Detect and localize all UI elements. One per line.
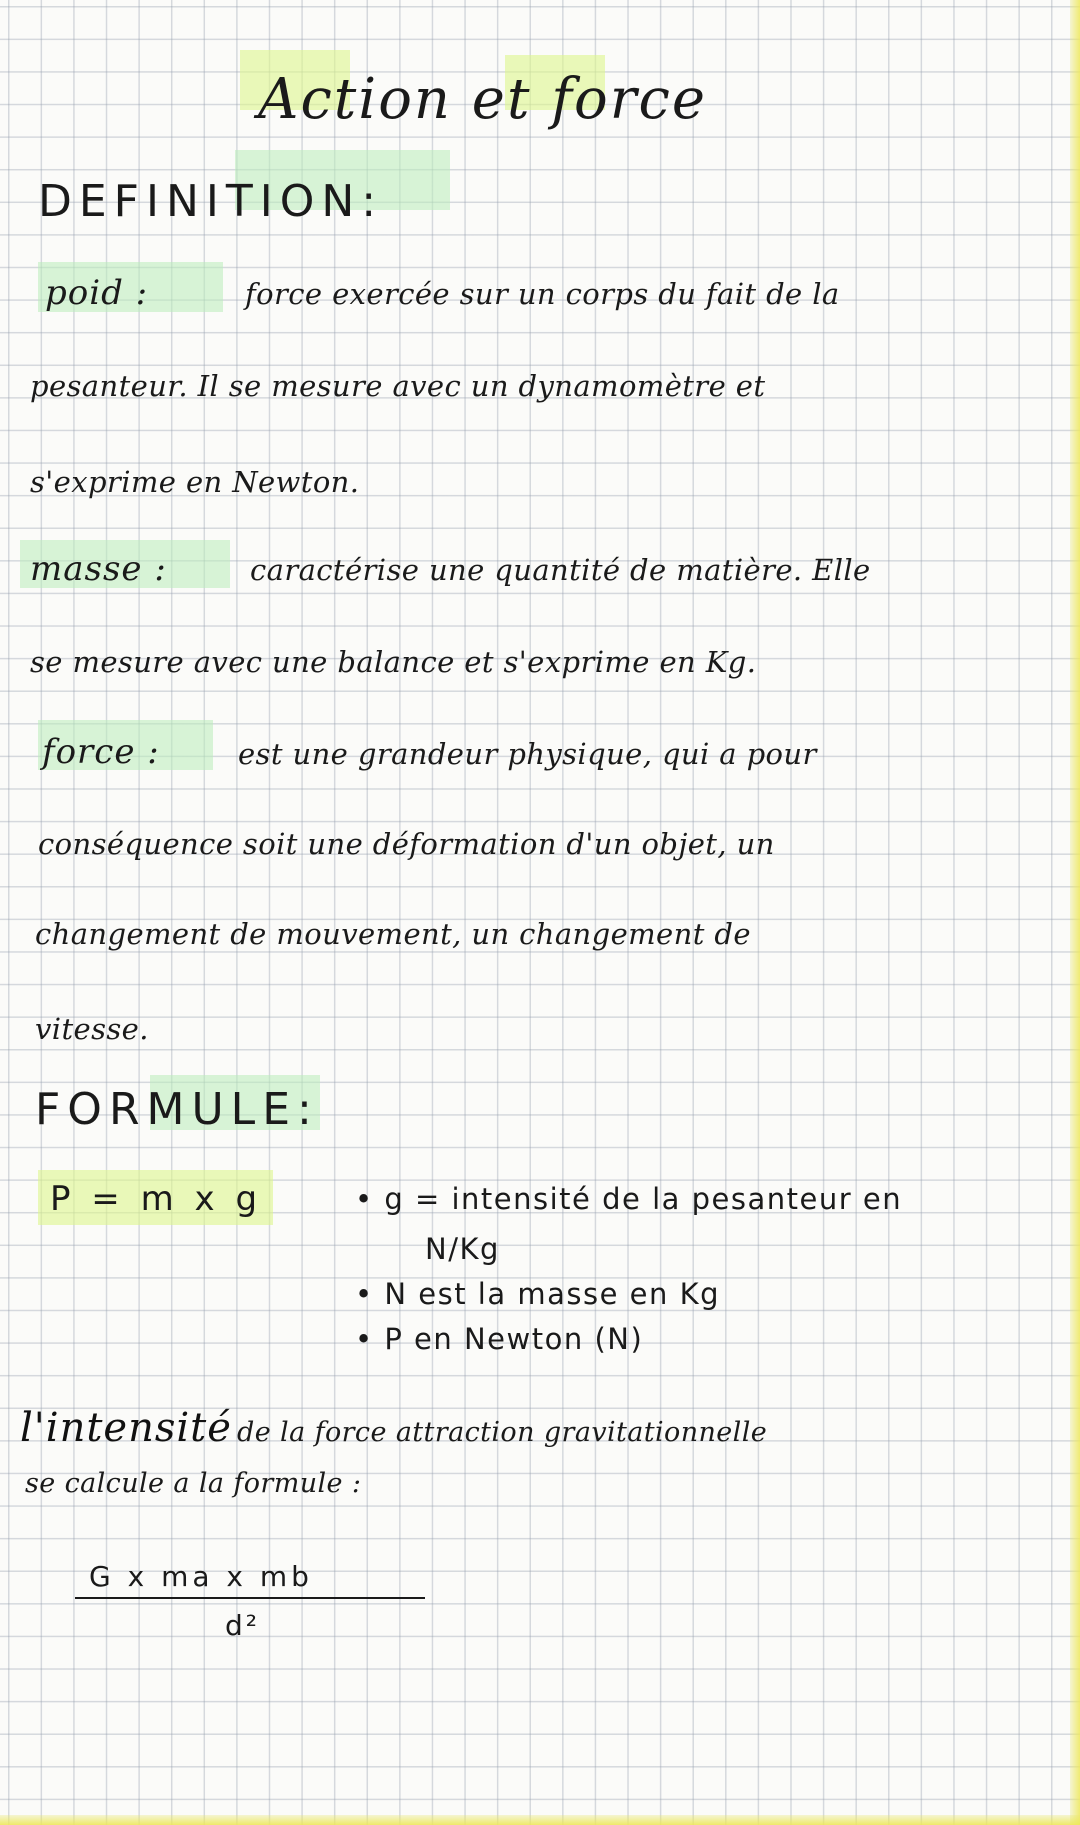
formula-heading: FORMULE:: [35, 1084, 319, 1135]
term-masse: masse :: [30, 549, 167, 589]
bullet-dot-icon: •: [355, 1277, 374, 1311]
formula-p-m-g: P = m x g: [50, 1179, 263, 1219]
term-force: force :: [42, 732, 160, 772]
bullet-n: [355, 1277, 720, 1311]
force-line-4: vitesse.: [35, 1012, 149, 1046]
page-edge-right: [1070, 0, 1080, 1825]
intensity-lead: l'intensité: [20, 1405, 232, 1451]
fraction-denominator: d²: [225, 1609, 260, 1642]
page-edge-bottom: [0, 1815, 1080, 1825]
definition-heading: DEFINITION:: [38, 176, 384, 227]
bullet-g-continued: N/Kg: [425, 1232, 500, 1266]
intensity-line-1: [20, 1405, 768, 1451]
bullet-g: [355, 1182, 903, 1216]
poid-line-1: force exercée sur un corps du fait de la: [245, 277, 840, 311]
fraction-numerator: G x ma x mb: [75, 1560, 425, 1599]
bullet-p-text: P en Newton (N): [384, 1322, 644, 1356]
bullet-dot-icon: •: [355, 1322, 374, 1356]
intensity-line-2: se calcule a la formule :: [25, 1468, 362, 1499]
force-line-1: est une grandeur physique, qui a pour: [238, 737, 817, 771]
bullet-dot-icon: •: [355, 1182, 374, 1216]
term-poid: poid :: [45, 273, 149, 313]
poid-line-3: s'exprime en Newton.: [30, 465, 360, 499]
bullet-n-text: N est la masse en Kg: [384, 1277, 720, 1311]
intensity-rest: de la force attraction gravitationnelle: [237, 1417, 768, 1448]
force-line-3: changement de mouvement, un changement de: [35, 917, 751, 951]
bullet-p: [355, 1322, 644, 1356]
bullet-g-text: g = intensité de la pesanteur en: [384, 1182, 903, 1216]
gravitation-formula: [75, 1560, 425, 1642]
page-title: Action et force: [258, 67, 707, 132]
force-line-2: conséquence soit une déformation d'un objet, un: [38, 827, 775, 861]
poid-line-2: pesanteur. Il se mesure avec un dynamomètre et: [30, 369, 766, 403]
masse-line-1: caractérise une quantité de matière. Elle: [250, 553, 871, 587]
masse-line-2: se mesure avec une balance et s'exprime en Kg.: [30, 645, 757, 679]
